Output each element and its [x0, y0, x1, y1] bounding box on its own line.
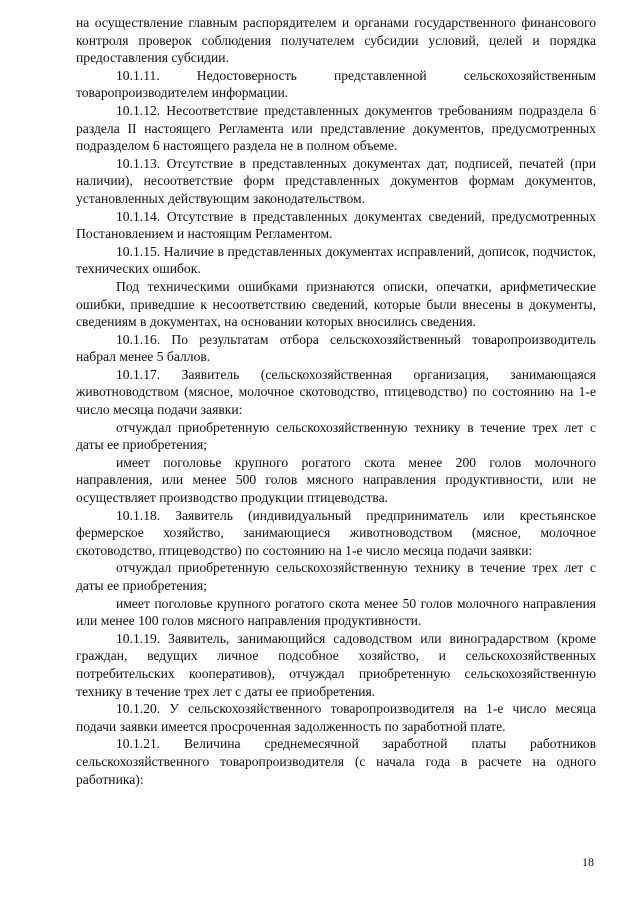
- paragraph-10-1-21: 10.1.21. Величина среднемесячной заработной платы работников сельскохозяйственного товаропроизводителя (с начала года в расчете на одного работника):: [76, 736, 596, 787]
- paragraph-continuation: на осуществление главным распорядителем и органами государственного финансового контроля проверок соблюдения получателем субсидии условий, целей и порядка предоставления субсидии.: [76, 15, 596, 66]
- paragraph-10-1-19: 10.1.19. Заявитель, занимающийся садоводством или виноградарством (кроме граждан, ведущих личное подсобное хозяйство, и сельскохозяйственных потребительских кооперативов), отчуждал приобретенную сельскохозяйственную технику в течение трех лет с даты ее приобретения.: [76, 630, 596, 699]
- paragraph-technical-errors: Под техническими ошибками признаются описки, опечатки, арифметические ошибки, приведшие к несоответствию сведений, которые были внесены в документы, сведениям в документах, на основании которых вносились сведения.: [76, 278, 596, 330]
- paragraph-10-1-17: 10.1.17. Заявитель (сельскохозяйственная организация, занимающаяся животноводством (мясное, молочное скотоводство, птицеводство) по состоянию на 1-е число месяца подачи заявки:: [76, 366, 596, 418]
- paragraph-10-1-17-item-2: имеет поголовье крупного рогатого скота менее 200 голов молочного направления, или менее 500 голов мясного направления продуктивности, или не осуществляет производство продукции птицеводства.: [76, 454, 596, 506]
- paragraph-10-1-14: 10.1.14. Отсутствие в представленных документах сведений, предусмотренных Постановлением и настоящим Регламентом.: [76, 208, 596, 242]
- paragraph-10-1-18: 10.1.18. Заявитель (индивидуальный предприниматель или крестьянское фермерское хозяйство, занимающиеся животноводством (мясное, молочное скотоводство, птицеводство) по состоянию на 1-е число месяца подачи заявки:: [76, 507, 596, 558]
- paragraph-10-1-17-item-1: отчуждал приобретенную сельскохозяйственную технику в течение трех лет с даты ее приобретения;: [76, 419, 596, 453]
- paragraph-10-1-20: 10.1.20. У сельскохозяйственного товаропроизводителя на 1-е число месяца подачи заявки имеется просроченная задолженность по заработной плате.: [76, 701, 596, 734]
- page-number: 18: [582, 855, 594, 869]
- paragraph-10-1-12: 10.1.12. Несоответствие представленных документов требованиям подраздела 6 раздела II настоящего Регламента или представление документов, предусмотренных подразделом 6 настоящего раздела не в полном объеме.: [76, 102, 596, 154]
- paragraph-10-1-11: 10.1.11. Недостоверность представленной сельскохозяйственным товаропроизводителем информации.: [76, 67, 596, 101]
- paragraph-10-1-16: 10.1.16. По результатам отбора сельскохозяйственный товаропроизводитель набрал менее 5 баллов.: [76, 331, 596, 365]
- paragraph-10-1-15: 10.1.15. Наличие в представленных документах исправлений, дописок, подчисток, технических ошибок.: [76, 243, 596, 277]
- paragraph-10-1-18-item-1: отчуждал приобретенную сельскохозяйственную технику в течение трех лет с даты ее приобретения;: [76, 560, 596, 593]
- document-body: [76, 14, 596, 788]
- paragraph-10-1-13: 10.1.13. Отсутствие в представленных документах дат, подписей, печатей (при наличии), несоответствие форм представленных документов формам документов, установленных действующим законодательством.: [76, 155, 596, 206]
- paragraph-10-1-18-item-2: имеет поголовье крупного рогатого скота менее 50 голов молочного направления или менее 100 голов мясного направления продуктивности.: [76, 595, 596, 629]
